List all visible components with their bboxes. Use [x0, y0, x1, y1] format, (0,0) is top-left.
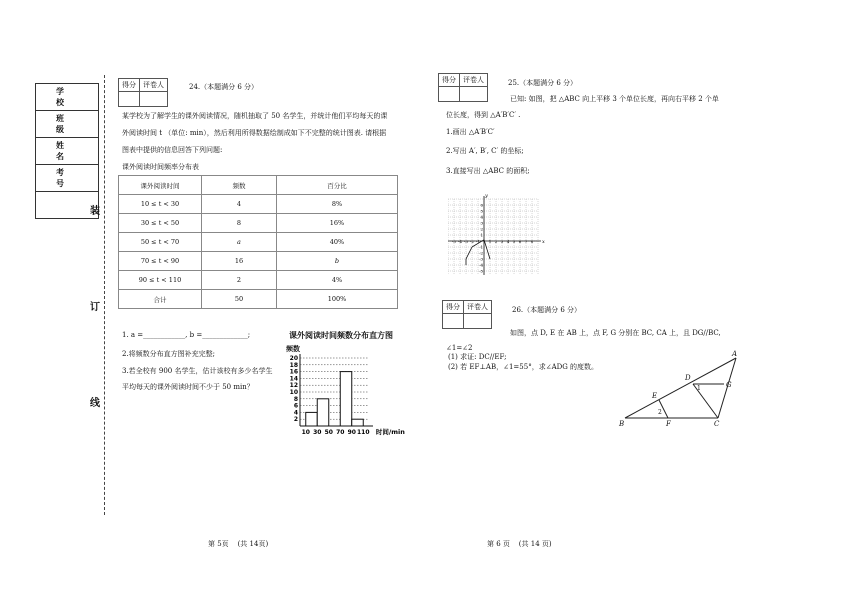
table-cell: 40%	[277, 233, 398, 252]
table-row	[119, 252, 398, 271]
y-tick-label: 16	[289, 368, 298, 376]
table-cell: a	[202, 233, 277, 252]
histogram-bar	[352, 419, 364, 426]
q24-sub2: 2.将频数分布直方图补充完整;	[122, 350, 216, 358]
y-tick-label: 2	[480, 226, 483, 232]
angle-2-label: 2	[658, 409, 662, 416]
y-tick-label: -2	[479, 250, 483, 256]
histogram-plot	[286, 350, 416, 438]
grader-header: 评卷人	[460, 74, 488, 87]
class-label: 班 级	[36, 111, 99, 138]
table-row	[119, 271, 398, 290]
y-tick-label: -3	[479, 256, 483, 262]
q24-intro-1: 某学校为了解学生的课外阅读情况，随机抽取了 50 名学生，并统计他们平均每天的课	[122, 112, 388, 120]
y-tick-label: -5	[479, 268, 483, 274]
y-tick-label: 1	[480, 232, 483, 238]
y-tick-label: 12	[289, 382, 298, 390]
table-cell: 16	[202, 252, 277, 271]
q25-title: 25.（本题满分 6 分）	[508, 79, 578, 87]
x-tick-label: 90	[347, 429, 356, 436]
x-tick-label: 30	[313, 429, 322, 436]
score-cell[interactable]	[443, 314, 464, 329]
binding-panel	[35, 83, 99, 219]
point-e: E	[652, 392, 658, 400]
table-cell: 8%	[277, 195, 398, 214]
score-header: 得分	[439, 74, 460, 87]
frequency-table-wrap	[118, 175, 398, 309]
table-cell: 90 ≤ t < 110	[119, 271, 202, 290]
table-cell: 50	[202, 290, 277, 309]
y-tick-label: 5	[480, 208, 483, 214]
grader-header: 评卷人	[140, 79, 168, 92]
y-tick-label: 14	[289, 375, 298, 383]
score-header: 得分	[119, 79, 140, 92]
table-cell: 70 ≤ t < 90	[119, 252, 202, 271]
y-tick-label: 8	[293, 395, 298, 403]
y-tick-label: 18	[289, 361, 298, 369]
x-tick-label: 10	[301, 429, 310, 436]
histogram-bar	[340, 372, 352, 426]
table-cell: 2	[202, 271, 277, 290]
x-tick-label: -4	[458, 239, 462, 244]
q26-item1: (1) 求证: DC//EF;	[448, 353, 507, 361]
table-cell: 合计	[119, 290, 202, 309]
geometry-figure	[612, 350, 747, 434]
score-cell[interactable]	[439, 87, 460, 102]
y-tick-label: 6	[480, 202, 483, 208]
point-g: G	[726, 381, 732, 389]
q26-score-box	[442, 300, 492, 329]
name-label: 姓 名	[36, 138, 99, 165]
table-cell: 4	[202, 195, 277, 214]
table-row	[119, 233, 398, 252]
table-row	[119, 195, 398, 214]
q26-title: 26.（本题满分 6 分）	[512, 306, 582, 314]
margin-char-xian: 线	[90, 398, 100, 409]
score-header: 得分	[443, 301, 464, 314]
angle-1-label: 1	[697, 385, 701, 392]
q24-sub3: 3.若全校有 900 名学生，估计该校有多少名学生	[122, 367, 273, 375]
x-tick-label: 70	[336, 429, 345, 436]
histogram-bar	[317, 399, 329, 426]
grader-cell[interactable]	[140, 92, 168, 107]
y-tick-label: 4	[293, 409, 298, 417]
school-label: 学 校	[36, 84, 99, 111]
x-tick-label: 3	[500, 239, 504, 244]
x-tick-label: 7	[524, 239, 528, 244]
q26-item2: (2) 若 EF⊥AB，∠1=55°，求∠ADG 的度数。	[448, 363, 599, 371]
q25-line2: 位长度，得到 △A′B′C′ .	[446, 111, 521, 119]
q26-line2: ∠1=∠2	[446, 344, 473, 352]
score-cell[interactable]	[119, 92, 140, 107]
q24-sub1: 1. a =____________, b =_____________;	[122, 331, 251, 339]
q25-item3: 3.直接写出 △ABC 的面积;	[446, 167, 530, 175]
x-tick-label: 4	[506, 239, 510, 244]
table-cell: 50 ≤ t < 70	[119, 233, 202, 252]
histogram-ylabel: 频数	[286, 345, 300, 353]
x-tick-label: 5	[512, 239, 516, 244]
line-ba	[625, 358, 736, 418]
grader-cell[interactable]	[464, 314, 492, 329]
y-tick-label: 6	[293, 402, 298, 410]
margin-char-zhuang: 装	[90, 206, 100, 217]
frequency-table	[118, 175, 398, 309]
y-tick-label: 20	[289, 355, 298, 362]
y-tick-label: -1	[479, 244, 483, 250]
q24-table-caption: 课外阅读时间频率分布表	[122, 163, 199, 171]
x-tick-label: 6	[518, 239, 522, 244]
histogram-bar	[306, 412, 318, 426]
x-tick-label: 8	[530, 239, 534, 244]
q24-intro-2: 外阅读时间 t （单位: min），然后利用所得数据绘制成如下不完整的统计图表. 请根据	[122, 129, 387, 137]
freq-header-count: 频数	[202, 176, 277, 195]
footer-right: 第 6 页 (共 14 页)	[487, 540, 552, 548]
coordinate-grid	[448, 185, 548, 279]
freq-header-time: 课外阅读时间	[119, 176, 202, 195]
x-tick-label: 110	[356, 429, 370, 436]
x-tick-label: -3	[464, 239, 468, 244]
q25-line1: 已知: 如图，把 △ABC 向上平移 3 个单位长度，再向右平移 2 个单	[510, 95, 719, 103]
x-axis-label: 时间/min	[375, 428, 405, 436]
margin-char-ding: 订	[90, 302, 100, 313]
freq-header-percent: 百分比	[277, 176, 398, 195]
q26-line1: 如图，点 D, E 在 AB 上，点 F, G 分别在 BC, CA 上，且 DG//BC,	[510, 329, 721, 337]
table-cell: 8	[202, 214, 277, 233]
q24-title: 24.（本题满分 6 分）	[189, 83, 259, 91]
x-tick-label: -1	[476, 239, 480, 244]
x-tick-label: 50	[324, 429, 333, 436]
table-cell: 16%	[277, 214, 398, 233]
grader-cell[interactable]	[460, 87, 488, 102]
y-axis-label: y	[485, 193, 488, 199]
table-row	[119, 214, 398, 233]
table-cell: 4%	[277, 271, 398, 290]
q25-item2: 2.写出 A′, B′, C′ 的坐标;	[446, 147, 524, 155]
triangle-abc-left	[466, 247, 472, 265]
point-a: A	[732, 350, 738, 358]
y-tick-label: 4	[480, 214, 483, 220]
q24-sub3b: 平均每天的课外阅读时间不少于 50 min？	[122, 383, 254, 391]
x-tick-label: -2	[470, 239, 474, 244]
q25-score-box	[438, 73, 488, 102]
q24-score-box	[118, 78, 168, 107]
grader-header: 评卷人	[464, 301, 492, 314]
y-tick-label: 10	[289, 389, 298, 396]
y-tick-label: 2	[293, 416, 298, 424]
histogram-title: 课外阅读时间频数分布直方图	[289, 331, 393, 340]
q24-intro-3: 图表中提供的信息回答下列问题:	[122, 146, 223, 154]
table-cell: 30 ≤ t < 50	[119, 214, 202, 233]
student-info-table	[35, 83, 99, 219]
table-cell: 10 ≤ t < 30	[119, 195, 202, 214]
binding-line	[104, 75, 105, 515]
y-tick-label: -4	[479, 262, 483, 268]
footer-left: 第 5页 (共 14页)	[208, 540, 269, 548]
point-c: C	[714, 420, 720, 428]
table-row	[119, 290, 398, 309]
x-tick-label: 2	[494, 239, 498, 244]
x-tick-label: 1	[488, 239, 492, 244]
exam-number-label: 考 号	[36, 165, 99, 192]
point-d: D	[685, 374, 691, 382]
q25-item1: 1.画出 △A′B′C′	[446, 128, 495, 136]
table-cell: 100%	[277, 290, 398, 309]
table-cell: b	[277, 252, 398, 271]
point-b: B	[619, 420, 625, 428]
x-axis-label: x	[542, 239, 545, 245]
point-f: F	[666, 420, 671, 428]
x-tick-label: -5	[452, 239, 456, 244]
y-tick-label: 3	[480, 220, 483, 226]
histogram	[286, 330, 416, 438]
